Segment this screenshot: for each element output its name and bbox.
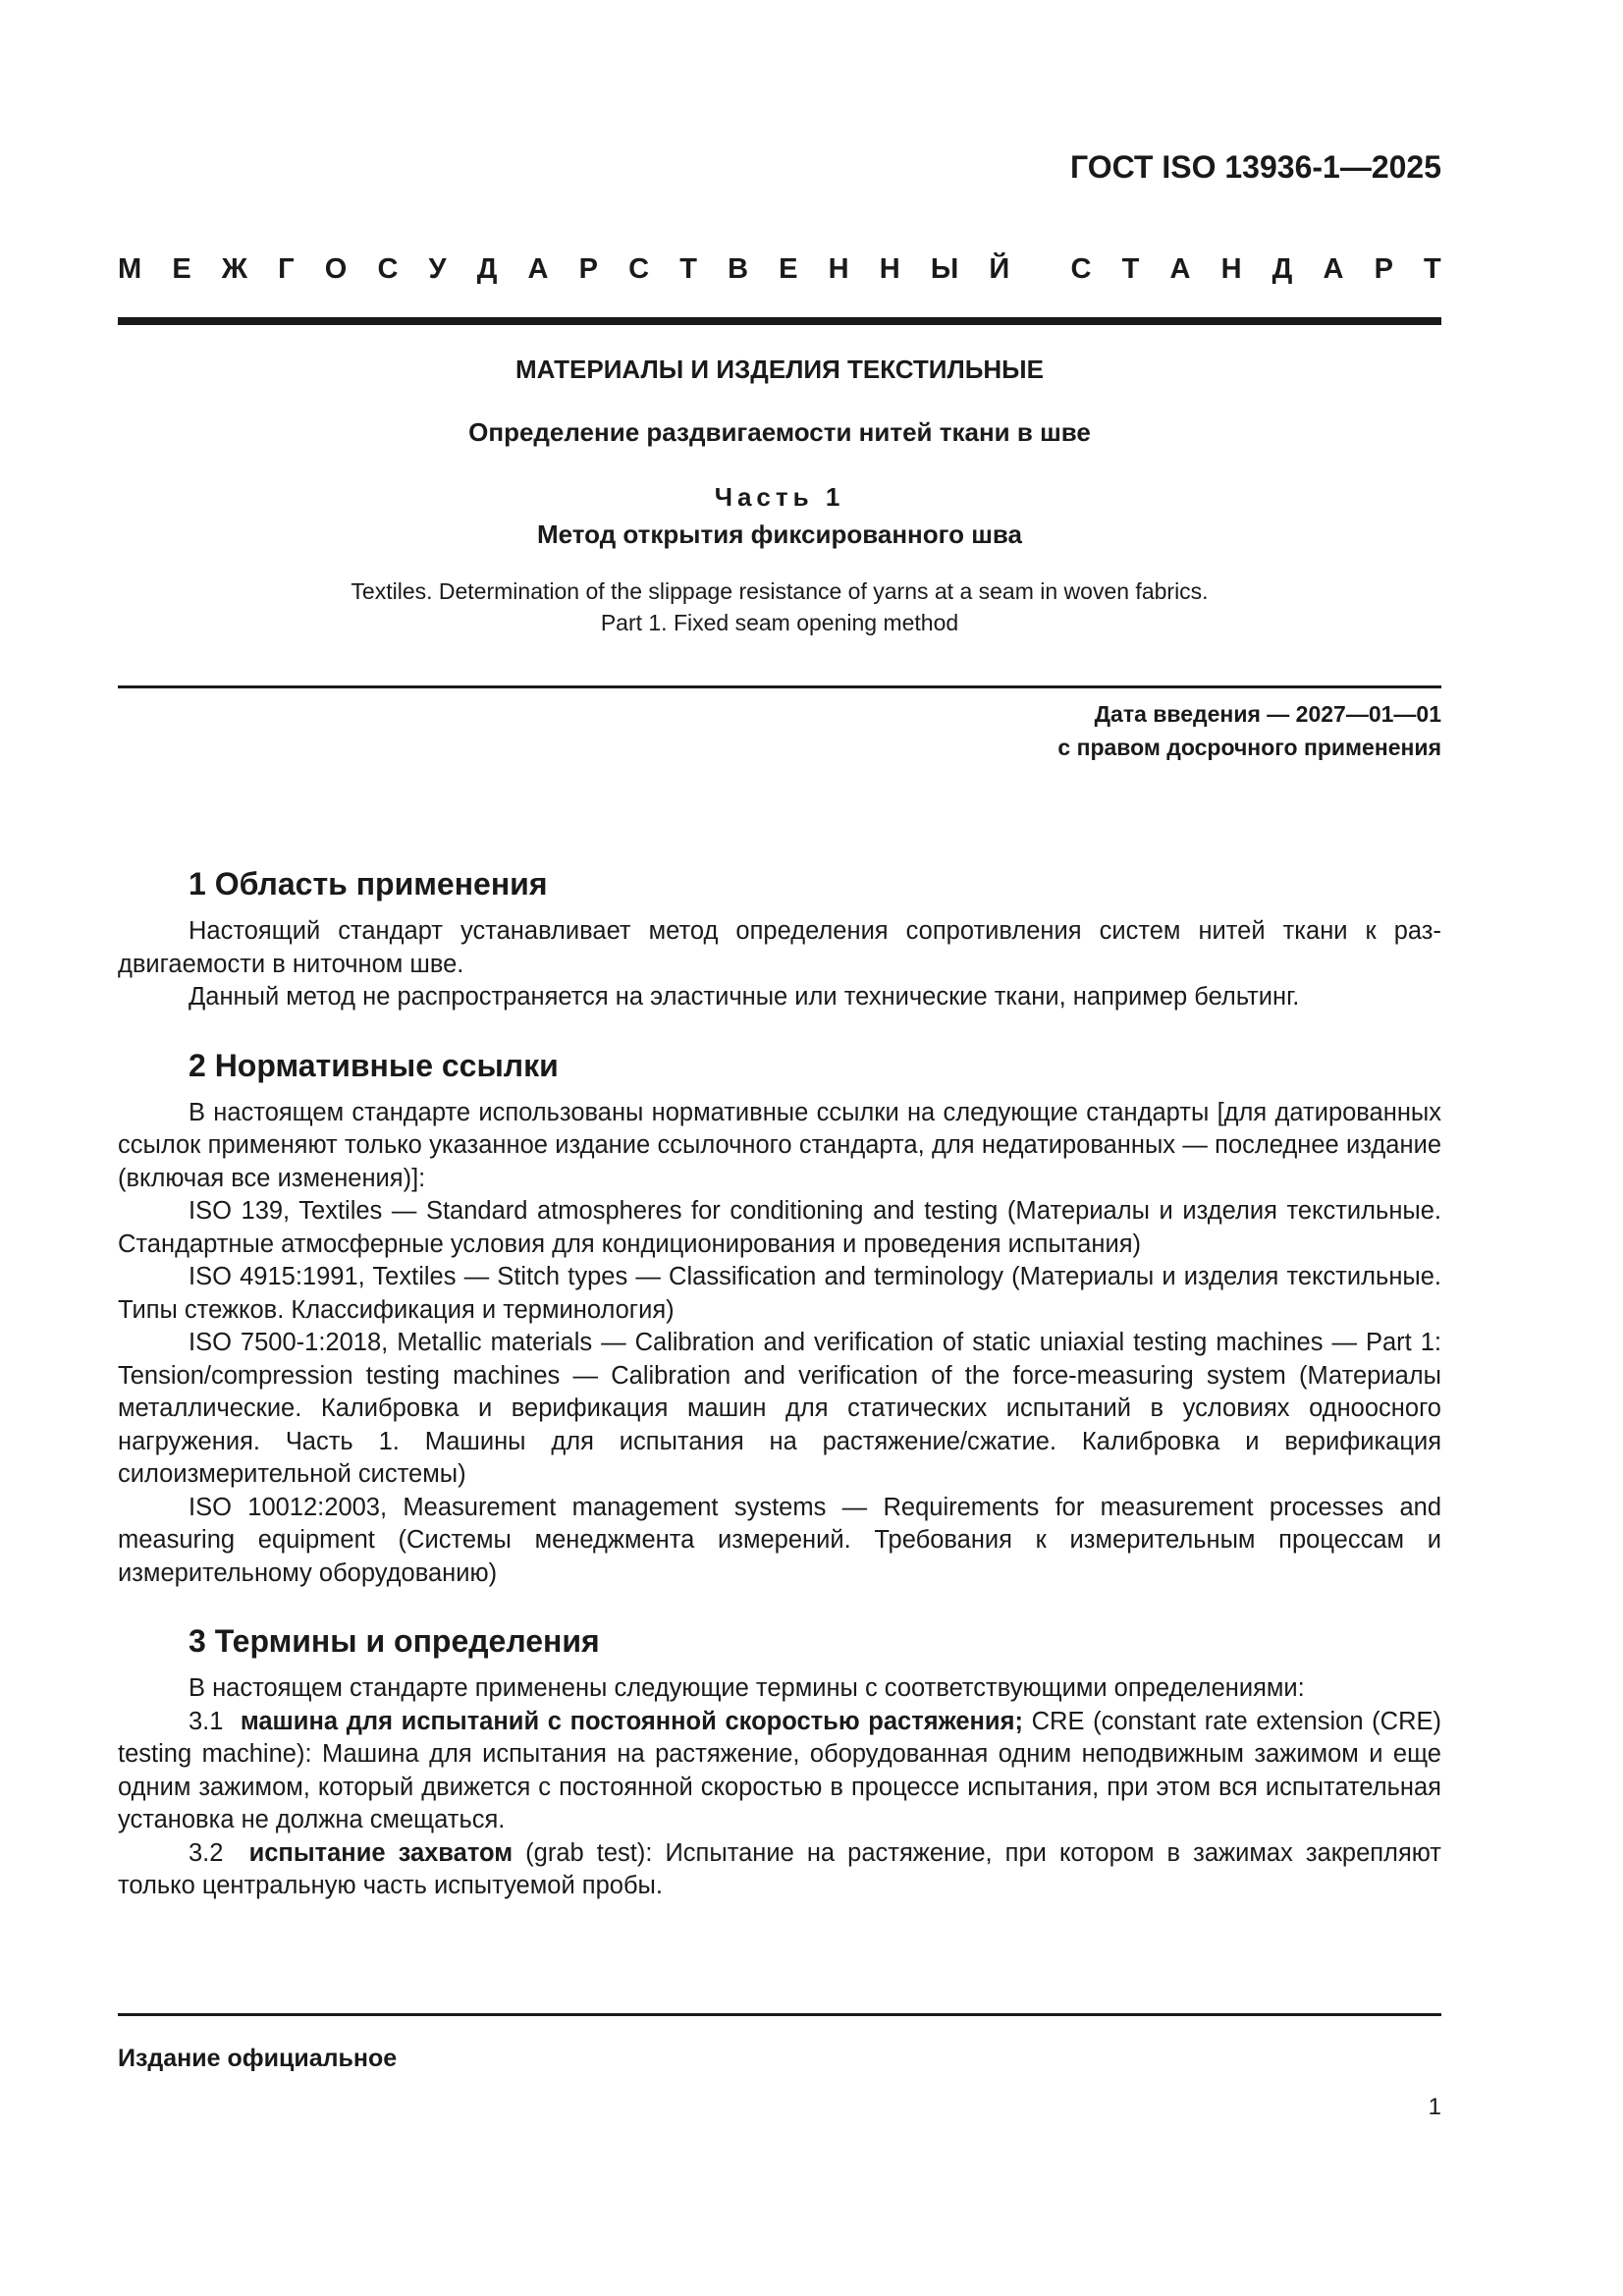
term-3-2 <box>118 1837 1441 1903</box>
standard-kind-letter: С <box>628 253 650 285</box>
section-3-heading: 3 Термины и определения <box>189 1623 600 1659</box>
term-number: 3.1 <box>189 1707 224 1735</box>
standard-kind-letter: Р <box>578 253 598 285</box>
term-name: машина для испытаний с постоянной скоростью растяжения; <box>240 1707 1023 1735</box>
document-part: Часть 1 <box>714 482 845 512</box>
standard-kind-letter: У <box>428 253 447 285</box>
standard-kind-letter: Н <box>828 253 849 285</box>
standard-kind-heading <box>118 253 1441 286</box>
standard-kind-letter: Р <box>1374 253 1393 285</box>
early-application-note: с правом досрочного применения <box>1057 735 1441 760</box>
standard-kind-letter: Ы <box>930 253 959 285</box>
document-body <box>118 864 1441 1903</box>
standard-kind-letter: А <box>1169 253 1191 285</box>
introduction-date-block <box>1057 697 1441 764</box>
term-name: испытание захватом <box>248 1838 514 1867</box>
standard-kind-letter: Ж <box>221 253 248 285</box>
standard-kind-letter: Т <box>679 253 697 285</box>
normative-reference-iso-7500-1: ISO 7500-1:2018, Metallic materials — Calibration and verification of static uniaxial testing machines — Part 1: Tension/compression testing machines — Calibration and verification of the force-measuring system (Материалы металлические. Калибровка и верификация машин для статических испытаний в условиях одноосного нагружения. Часть 1. Машины для испытания на растяжение/сжатие. Калибровка и верификация силоизмерительной системы) <box>118 1329 1441 1488</box>
official-edition-label: Издание официальное <box>118 2045 398 2072</box>
section-2-heading: 2 Нормативные ссылки <box>189 1047 559 1083</box>
standard-code: ГОСТ ISO 13936-1—2025 <box>1070 149 1441 185</box>
page-number: 1 <box>1428 2094 1441 2120</box>
standard-kind-letter: Д <box>1271 253 1293 285</box>
standard-kind-letter: Т <box>1424 253 1441 285</box>
normative-reference-iso-10012: ISO 10012:2003, Measurement management systems — Requirements for measurement processes and measuring equipment (Системы менеджмента измерений. Требования к измерительным процессам и измерительному оборудованию) <box>118 1493 1441 1587</box>
document-title: МАТЕРИАЛЫ И ИЗДЕЛИЯ ТЕКСТИЛЬНЫЕ <box>515 355 1044 384</box>
section-1-heading: 1 Область применения <box>189 866 548 902</box>
title-divider <box>118 685 1441 688</box>
term-number: 3.2 <box>189 1838 224 1867</box>
standard-kind-letter: Е <box>779 253 798 285</box>
section-3-paragraph: В настоящем стандарте применены следующие термины с соответствующими определениями: <box>189 1674 1305 1702</box>
term-definition: CRE (constant rate extension (CRE) testing machine): Машина для испытания на растяжение, оборудованная одним неподвижным зажимом и еще одним зажимом, который движется с постоянной скоростью в процессе испытания, при этом вся испытательная установка не должна смещаться. <box>118 1707 1441 1833</box>
english-title-line-1: Textiles. Determination of the slippage resistance of yarns at a seam in woven fabrics. <box>351 578 1209 604</box>
standard-kind-letter: Е <box>172 253 191 285</box>
section-1-paragraph: Данный метод не распространяется на эластичные или технические ткани, например бельтинг. <box>189 983 1300 1011</box>
document-method-title: Метод открытия фиксированного шва <box>537 519 1022 549</box>
standard-kind-letter: Г <box>278 253 295 285</box>
term-definition: (grab test): Испытание на растяжение, при котором в зажимах закрепляют только центральную часть испытуемой пробы. <box>118 1838 1441 1899</box>
introduction-date: Дата введения — 2027—01—01 <box>1094 701 1441 727</box>
standard-kind-letter: Й <box>989 253 1010 285</box>
standard-kind-letter: А <box>527 253 549 285</box>
document-subtitle: Определение раздвигаемости нитей ткани в шве <box>468 417 1091 447</box>
header-thick-divider <box>118 317 1441 325</box>
standard-kind-letter: В <box>728 253 749 285</box>
standard-kind-letter: Т <box>1121 253 1140 285</box>
standard-kind-letter: Н <box>1220 253 1242 285</box>
normative-reference-iso-4915: ISO 4915:1991, Textiles — Stitch types — Classification and terminology (Материалы и изделия текстильные. Типы стежков. Классификация и терминология) <box>118 1263 1441 1324</box>
title-block <box>118 354 1441 638</box>
term-3-1 <box>118 1706 1441 1837</box>
section-1-paragraph: Настоящий стандарт устанавливает метод определения сопротивления систем нитей ткани к раздвигаемости в ниточном шве. <box>118 917 1441 978</box>
section-2-paragraph: В настоящем стандарте использованы нормативные ссылки на следующие стандарты [для датированных ссылок применяют только указанное издание ссылочного стандарта, для недатированных — последнее издание (включая все изменения)]: <box>118 1098 1441 1192</box>
document-page <box>118 0 1441 2296</box>
standard-kind-letter: А <box>1323 253 1344 285</box>
standard-kind-letter: М <box>118 253 142 285</box>
standard-kind-letter: С <box>1070 253 1092 285</box>
standard-kind-letter: Н <box>879 253 900 285</box>
english-title-line-2: Part 1. Fixed seam opening method <box>600 610 959 635</box>
standard-kind-letter: О <box>324 253 348 285</box>
footer-divider <box>118 2013 1441 2016</box>
standard-kind-letter: С <box>377 253 399 285</box>
standard-kind-letter: Д <box>476 253 498 285</box>
normative-reference-iso-139: ISO 139, Textiles — Standard atmospheres for conditioning and testing (Материалы и изделия текстильные. Стандартные атмосферные условия для кондиционирования и проведения испытания) <box>118 1197 1441 1258</box>
